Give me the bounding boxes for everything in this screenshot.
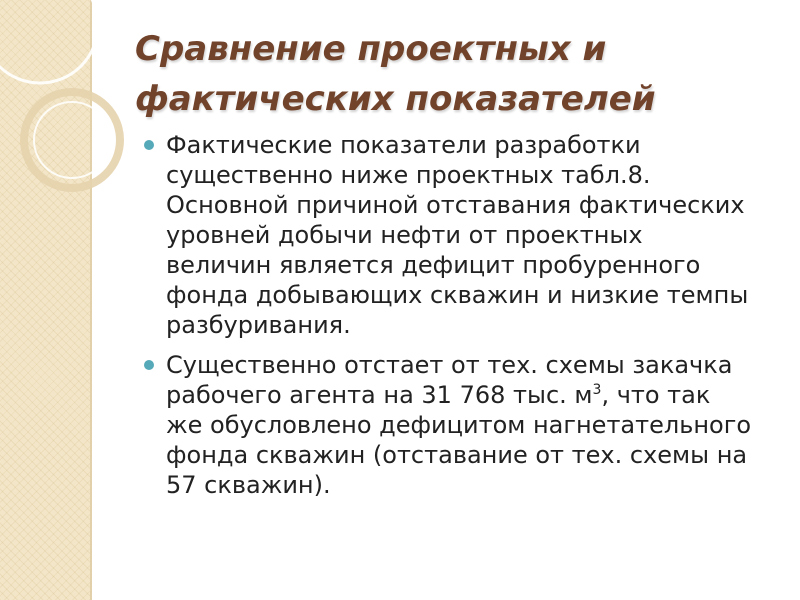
bullet-item-1: [143, 130, 753, 340]
bullet-text-2: [166, 351, 751, 499]
decorative-circle-medium: [24, 92, 120, 188]
slide-title-line-2: фактических показателей: [135, 79, 656, 119]
bullet-marker-icon: [144, 140, 154, 150]
bullet-text-1: Фактические показатели разработки существенно ниже проектных табл.8. Основной причиной отставания фактических уровней добычи нефти от проектных величин является дефицит пробуренного фонда добывающих скважин и низкие темпы разбуривания.: [166, 131, 749, 339]
cubic-superscript: 3: [592, 382, 602, 398]
slide-title: [135, 24, 755, 124]
bullet-item-2: [143, 350, 753, 500]
bullet-marker-icon: [144, 360, 154, 370]
bullet-list: [143, 130, 753, 510]
decorative-circle-large: [0, 0, 98, 83]
bullet-text-2-part-2: , что так же обусловлено дефицитом нагнетательного фонда скважин (отставание от тех. схемы на 57 скважин).: [166, 381, 752, 499]
slide-title-line-1: Сравнение проектных и: [135, 29, 607, 69]
bullet-text-2-part-1: Существенно отстает от тех. схемы закачка рабочего агента на 31 768 тыс. м: [166, 351, 733, 409]
decorative-circle-inner: [34, 102, 110, 178]
